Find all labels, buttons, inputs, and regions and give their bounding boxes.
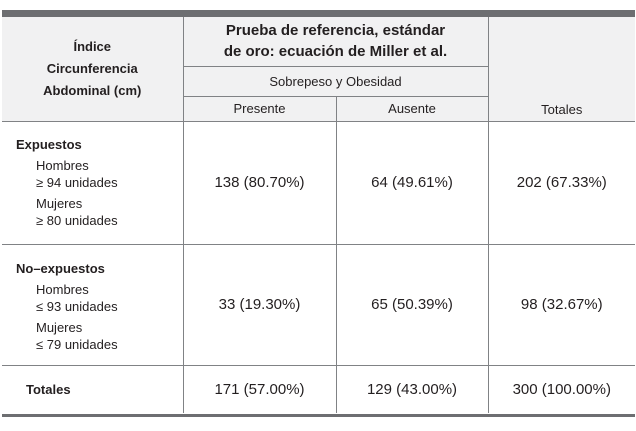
group-label: No–expuestos: [16, 260, 105, 276]
absent-cell: 64 (49.61%): [336, 121, 488, 244]
row-label: [2, 244, 183, 365]
index-header-line-2: Circunferencia: [46, 60, 138, 76]
subgroup-threshold: ≥ 94 unidades: [36, 174, 118, 190]
totals-column-header: Totales: [488, 17, 635, 121]
top-rule: [2, 10, 635, 17]
absent-cell: 65 (50.39%): [336, 244, 488, 365]
index-header: [2, 17, 183, 121]
present-cell: 138 (80.70%): [183, 121, 336, 244]
reference-test-header: [183, 17, 488, 66]
subgroup-sex: Mujeres: [36, 195, 83, 211]
subgroup-label: [16, 195, 183, 229]
absent-total-cell: 129 (43.00%): [336, 365, 488, 413]
table-row: [2, 121, 635, 244]
reference-header-line-1: Prueba de referencia, estándar: [225, 22, 446, 40]
subgroup-sex: Hombres: [36, 281, 89, 297]
absent-column-header: Ausente: [336, 96, 488, 121]
subgroup-threshold: ≤ 93 unidades: [36, 298, 118, 314]
subgroup-sex: Mujeres: [36, 319, 83, 335]
totals-row: [2, 365, 635, 413]
subgroup-threshold: ≥ 80 unidades: [36, 212, 118, 228]
present-column-header: Presente: [183, 96, 336, 121]
group-label: Expuestos: [16, 136, 82, 152]
present-cell: 33 (19.30%): [183, 244, 336, 365]
reference-header-line-2: de oro: ecuación de Miller et al.: [223, 43, 448, 61]
condition-header: Sobrepeso y Obesidad: [183, 66, 488, 96]
grand-total-cell: 300 (100.00%): [488, 365, 635, 413]
subgroup-threshold: ≤ 79 unidades: [36, 336, 118, 352]
row-label: [2, 121, 183, 244]
total-cell: 202 (67.33%): [488, 121, 635, 244]
bottom-rule: [2, 414, 635, 417]
subgroup-label: [16, 281, 183, 315]
present-total-cell: 171 (57.00%): [183, 365, 336, 413]
contingency-table: [2, 17, 635, 413]
index-header-line-1: Índice: [73, 38, 112, 54]
total-cell: 98 (32.67%): [488, 244, 635, 365]
subgroup-sex: Hombres: [36, 157, 89, 173]
subgroup-label: [16, 319, 183, 353]
table-row: [2, 244, 635, 365]
index-header-line-3: Abdominal (cm): [43, 82, 142, 98]
totals-row-label: Totales: [2, 365, 183, 413]
subgroup-label: [16, 157, 183, 191]
